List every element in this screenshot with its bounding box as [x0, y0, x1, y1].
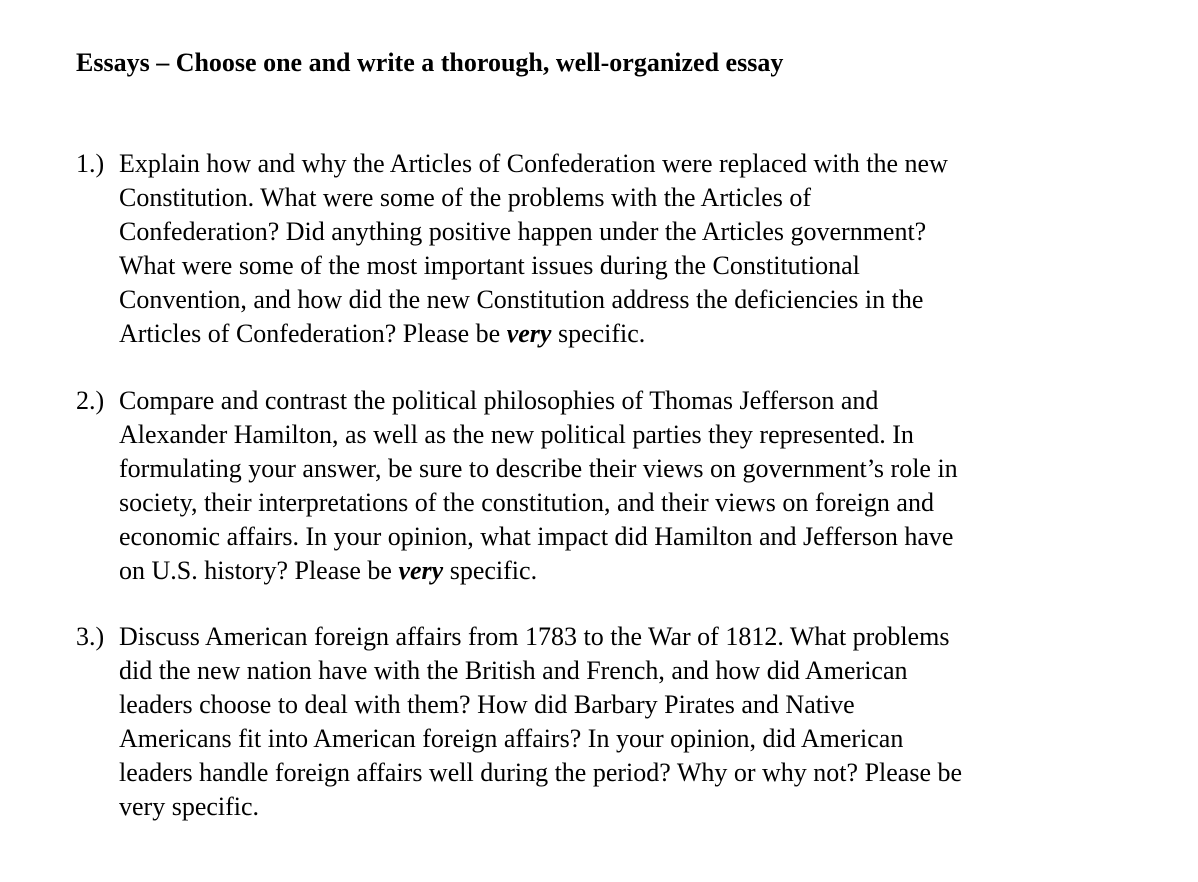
question-number: 3.) [76, 622, 105, 651]
question-line: leaders handle foreign affairs well during the period? Why or why not? Please be [119, 758, 963, 787]
question-line: Discuss American foreign affairs from 1783 to the War of 1812. What problems [119, 622, 950, 651]
question-line-text: on U.S. history? Please be [119, 556, 399, 585]
question-number: 2.) [76, 386, 105, 415]
question-line: economic affairs. In your opinion, what impact did Hamilton and Jefferson have [119, 522, 954, 551]
emphasized-word: very [506, 319, 552, 348]
question-line: Confederation? Did anything positive happen under the Articles government? [119, 217, 927, 246]
question-text [119, 620, 1119, 824]
question-text [119, 147, 1119, 351]
question-line: Constitution. What were some of the problems with the Articles of [119, 183, 812, 212]
question-line: very specific. [119, 792, 260, 821]
question-line: Alexander Hamilton, as well as the new political parties they represented. In [119, 420, 914, 449]
question-line: formulating your answer, be sure to describe their views on government’s role in [119, 454, 958, 483]
question-line: What were some of the most important issues during the Constitutional [119, 251, 860, 280]
question-line: Compare and contrast the political philosophies of Thomas Jefferson and [119, 386, 879, 415]
question-line: Explain how and why the Articles of Confederation were replaced with the new [119, 149, 948, 178]
question-text [119, 384, 1119, 588]
question-line: did the new nation have with the British and French, and how did American [119, 656, 908, 685]
question-line-text: specific. [443, 556, 538, 585]
question-last-line [119, 554, 1119, 588]
question-line-text: specific. [551, 319, 646, 348]
question-line: Convention, and how did the new Constitution address the deficiencies in the [119, 285, 924, 314]
emphasized-word: very [398, 556, 444, 585]
page-heading: Essays – Choose one and write a thorough, well-organized essay [76, 48, 784, 77]
question-line: leaders choose to deal with them? How did Barbary Pirates and Native [119, 690, 855, 719]
question-line: Americans fit into American foreign affairs? In your opinion, did American [119, 724, 904, 753]
question-line: society, their interpretations of the constitution, and their views on foreign and [119, 488, 934, 517]
question-last-line [119, 317, 1119, 351]
question-number: 1.) [76, 149, 105, 178]
question-line-text: Articles of Confederation? Please be [119, 319, 507, 348]
